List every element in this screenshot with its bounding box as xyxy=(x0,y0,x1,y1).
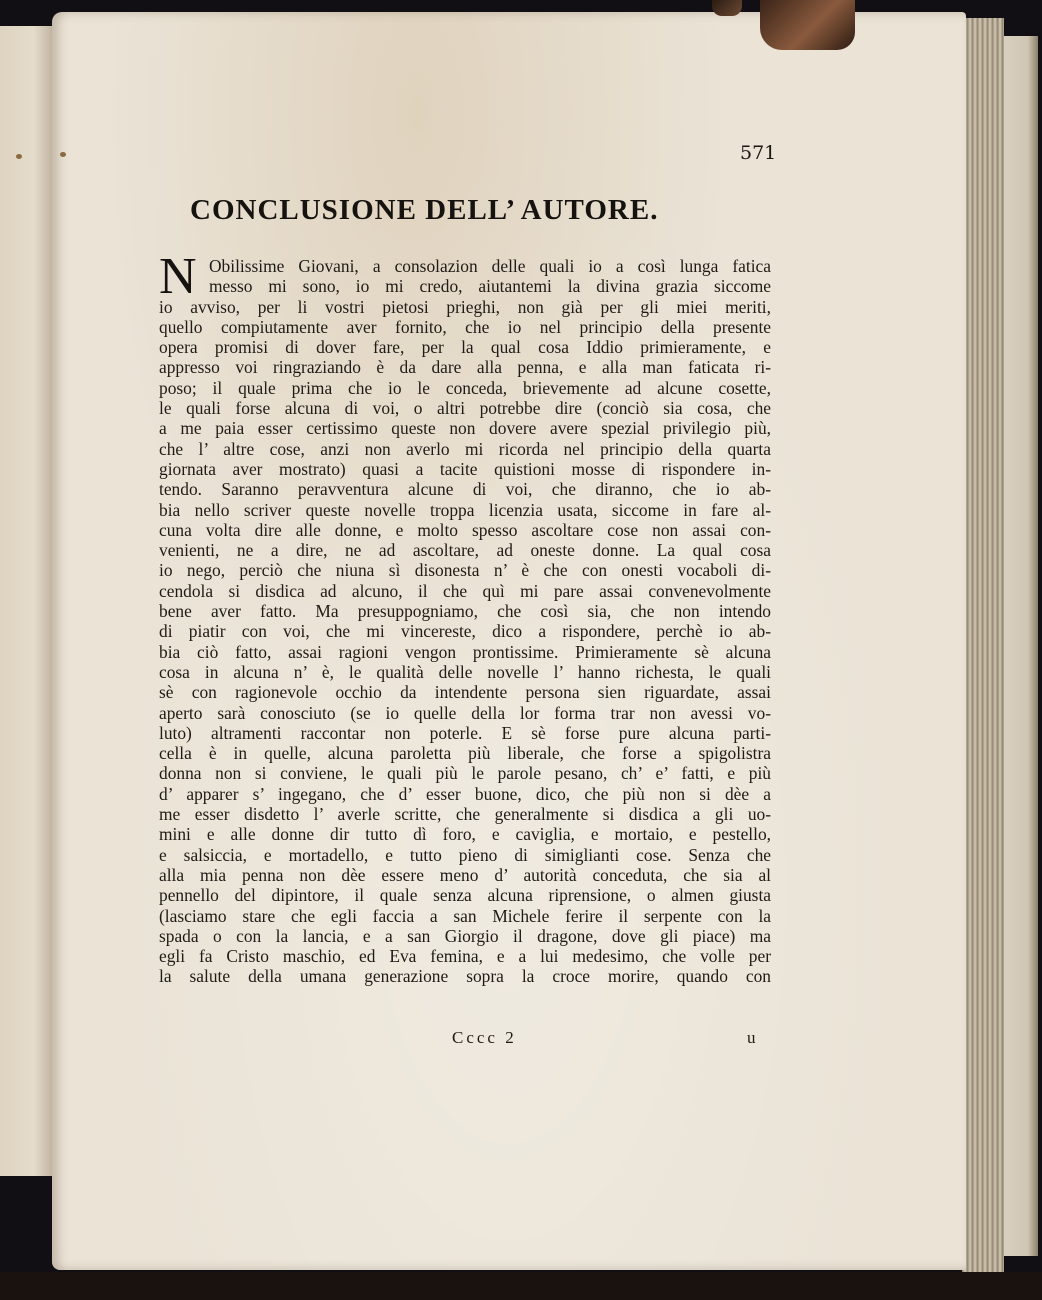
text-line: pennello del dipintore, il quale senza alcuna riprensione, o almen giusta xyxy=(159,885,771,906)
text-line: tendo. Saranno peravventura alcune di voi, che diranno, che io ab- xyxy=(159,479,771,500)
text-line: messo mi sono, io mi credo, aiutantemi la divina grazia siccome xyxy=(209,276,771,297)
text-line: Obilissime Giovani, a consolazion delle quali io a così lunga fatica xyxy=(209,256,771,276)
text-line: bia ciò fatto, assai ragioni vengon prontissime. Primieramente sè alcuna xyxy=(159,641,771,662)
text-line: bia nello scriver queste novelle troppa licenzia usata, siccome in fare al- xyxy=(159,499,771,520)
bookmark-clip-small xyxy=(712,0,742,16)
text-line: opera promisi di dover fare, per la qual cosa Iddio primieramente, e xyxy=(159,337,771,358)
text-line: giornata aver mostrato) quasi a tacite quistioni mosse di rispondere in- xyxy=(159,458,771,479)
ink-spot xyxy=(16,154,22,159)
book-cover-edge xyxy=(0,1272,1042,1300)
drop-cap: N xyxy=(159,248,197,305)
text-line: cella è in quelle, alcuna paroletta più liberale, che forse a spigolistra xyxy=(159,743,771,764)
text-line: cendola si disdica ad alcuno, il che quì mi pare assai convenevolmente xyxy=(159,580,771,601)
text-line: donna non si conviene, le quali più le parole pesano, ch’ e’ fatti, e più xyxy=(159,763,771,784)
text-line: quello compiutamente aver fornito, che io nel principio della presente xyxy=(159,316,771,337)
bookmark-clip xyxy=(760,0,855,50)
text-line: poso; il quale prima che io le conceda, brievemente ad alcune cosette, xyxy=(159,377,771,398)
text-line: le quali forse alcuna di voi, o altri potrebbe dire (conciò sia cosa, che xyxy=(159,398,771,419)
page-number: 571 xyxy=(740,142,777,164)
text-line: appresso voi ringraziando è da dare alla penna, e alla man faticata ri- xyxy=(159,357,771,378)
text-line: venienti, ne a dire, ne ad ascoltare, ad oneste donne. La qual cosa xyxy=(159,540,771,561)
text-line: a me paia esser certissimo queste non dovere avere spezial privilegio più, xyxy=(159,418,771,439)
text-line: cosa in alcuna n’ è, le qualità delle novelle l’ hanno richesta, le quali xyxy=(159,661,771,682)
book-block-edge xyxy=(1004,36,1038,1256)
text-line: d’ apparer s’ ingegano, che d’ esser buone, dico, che più non si dèe a xyxy=(159,783,771,804)
text-line: egli fa Cristo maschio, ed Eva femina, e a lui medesimo, che volle per xyxy=(159,946,771,967)
ink-spot xyxy=(60,152,66,157)
text-line: la salute della umana generazione sopra la croce morire, quando con xyxy=(159,966,771,987)
text-line: aperto sarà conosciuto (se io quelle della lor forma trar non avessi vo- xyxy=(159,702,771,723)
text-line: spada o con la lancia, e a san Giorgio il dragone, dove gli piace) ma xyxy=(159,925,771,946)
text-line: (lasciamo stare che egli faccia a san Michele ferire il serpente con la xyxy=(159,905,771,926)
text-line: cuna volta dire alle donne, e molto spesso ascoltare cose non assai con- xyxy=(159,519,771,540)
page-edges xyxy=(962,18,1004,1272)
body-text xyxy=(159,248,771,987)
text-line: di piatir con voi, che mi vincereste, dico a rispondere, perchè io ab- xyxy=(159,621,771,642)
text-line: io nego, perciò che niuna sì disonesta n’ è che con onesti vocaboli di- xyxy=(159,560,771,581)
text-line: mini e alle donne dir tutto dì foro, e caviglia, e mortaio, e pestello, xyxy=(159,824,771,845)
text-line: me esser disdetto l’ averle scritte, che generalmente si disdica a gli uo- xyxy=(159,804,771,825)
text-line: alla mia penna non dèe essere meno d’ autorità conceduta, che sia al xyxy=(159,864,771,885)
text-line: sè con ragionevole occhio da intendente persona sien riguardate, assai xyxy=(159,682,771,703)
text-line: e salsiccia, e mortadello, e tutto pieno di simiglianti cose. Senza che xyxy=(159,844,771,865)
facing-page-edge xyxy=(0,26,56,1176)
catchword: u xyxy=(747,1028,756,1047)
text-line: luto) altramenti raccontar non poterle. E sè forse pure alcuna parti- xyxy=(159,722,771,743)
text-line: io avviso, per li vostri pietosi prieghi, non già per gli miei meriti, xyxy=(159,296,771,317)
text-line: che l’ altre cose, anzi non averlo mi ricorda nel principio della quarta xyxy=(159,438,771,459)
signature-mark: Cccc 2 xyxy=(452,1028,517,1047)
chapter-title: CONCLUSIONE DELL’ AUTORE. xyxy=(190,194,659,226)
text-line: bene aver fatto. Ma presuppogniamo, che così sia, che non intendo xyxy=(159,601,771,622)
